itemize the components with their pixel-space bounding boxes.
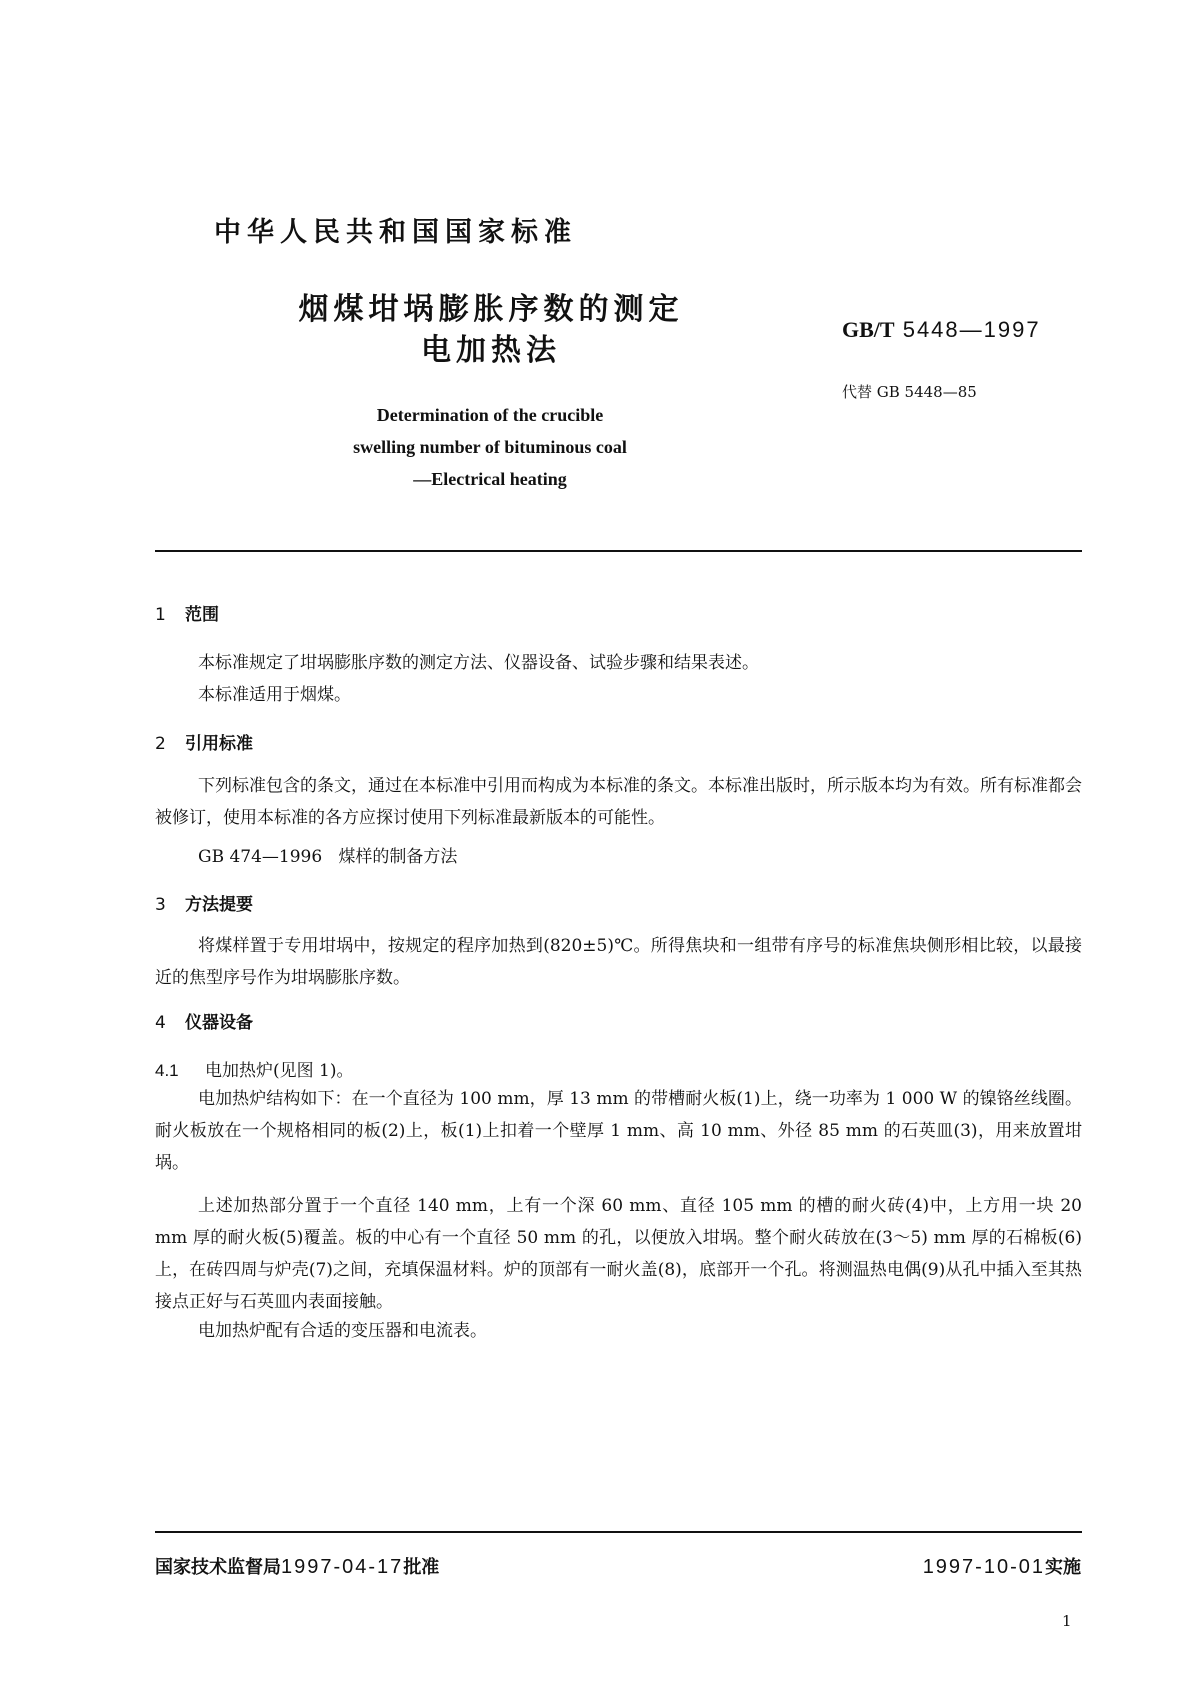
- section-number: 3: [155, 895, 166, 915]
- approval-suffix: 批准: [403, 1557, 440, 1578]
- standard-number-value: 5448—1997: [902, 317, 1041, 342]
- standard-title-line1: 烟煤坩埚膨胀序数的测定: [298, 292, 684, 327]
- reference-code: GB 474—1996: [198, 847, 323, 867]
- section-title: 引用标准: [185, 734, 253, 754]
- references-paragraph: 下列标准包含的条文，通过在本标准中引用而构成为本标准的条文。本标准出版时，所示版本均为有效。所有标准都会被修订，使用本标准的各方应探讨使用下列标准最新版本的可能性。: [155, 776, 1082, 828]
- reference-title: 煤样的制备方法: [338, 847, 458, 867]
- clause-number: 4.1: [155, 1061, 179, 1080]
- english-title-line3: —Electrical heating: [413, 469, 567, 489]
- section-number: 4: [155, 1013, 166, 1033]
- implementation-suffix: 实施: [1045, 1557, 1081, 1578]
- section-number: 2: [155, 734, 166, 754]
- approval-line: [155, 1553, 439, 1579]
- reference-item: [198, 842, 457, 867]
- english-title-line2: swelling number of bituminous coal: [353, 437, 627, 457]
- section-title: 方法提要: [185, 895, 253, 915]
- clause-4-1: [155, 1056, 353, 1081]
- section-heading-apparatus: [155, 1008, 253, 1033]
- english-title-line1: Determination of the crucible: [376, 405, 604, 425]
- section-heading-scope: [155, 600, 219, 625]
- standard-number-prefix: GB/T: [842, 317, 895, 342]
- method-summary-paragraph: 将煤样置于专用坩埚中，按规定的程序加热到(820±5)℃。所得焦块和一组带有序号的标准焦块侧形相比较，以最接近的焦型序号作为坩埚膨胀序数。: [155, 936, 1082, 988]
- section-title: 范围: [185, 605, 219, 625]
- standard-title-line2: 电加热法: [421, 333, 561, 368]
- section-heading-references: [155, 729, 253, 754]
- section-title: 仪器设备: [185, 1013, 253, 1033]
- standard-number: [842, 317, 1041, 343]
- transformer-paragraph: 电加热炉配有合适的变压器和电流表。: [198, 1321, 487, 1341]
- national-standard-label: 中华人民共和国国家标准: [214, 217, 577, 248]
- furnace-structure-paragraph: 电加热炉结构如下：在一个直径为 100 mm，厚 13 mm 的带槽耐火板(1)上，绕一功率为 1 000 W 的镍铬丝线圈。耐火板放在一个规格相同的板(2)上，板(1)上扣着一个壁厚 1 mm、高 10 mm、外径 85 mm 的石英皿(3)，用来放置坩埚。: [155, 1089, 1082, 1173]
- replaces-note: 代替 GB 5448—85: [842, 383, 977, 401]
- issuer: 国家技术监督局: [155, 1557, 281, 1578]
- scope-paragraph-2: 本标准适用于烟煤。: [198, 685, 351, 705]
- header-divider: [155, 550, 1082, 552]
- footer-divider: [155, 1531, 1082, 1533]
- clause-title: 电加热炉(见图 1)。: [205, 1061, 354, 1081]
- scope-paragraph-1: 本标准规定了坩埚膨胀序数的测定方法、仪器设备、试验步骤和结果表述。: [198, 653, 759, 673]
- implementation-date: 1997-10-01: [922, 1556, 1045, 1578]
- page-number: 1: [1062, 1612, 1072, 1630]
- section-number: 1: [155, 605, 166, 625]
- implementation-line: [923, 1553, 1081, 1579]
- approval-date: 1997-04-17: [281, 1556, 404, 1578]
- section-heading-method-summary: [155, 890, 253, 915]
- heating-assembly-paragraph: 上述加热部分置于一个直径 140 mm，上有一个深 60 mm、直径 105 mm 的槽的耐火砖(4)中，上方用一块 20 mm 厚的耐火板(5)覆盖。板的中心有一个直径 50 mm 的孔，以便放入坩埚。整个耐火砖放在(3～5) mm 厚的石棉板(6)上，在砖四周与炉壳(7)之间，充填保温材料。炉的顶部有一耐火盖(8)，底部开一个孔。将测温热电偶(9)从孔中插入至其热接点正好与石英皿内表面接触。: [155, 1196, 1082, 1312]
